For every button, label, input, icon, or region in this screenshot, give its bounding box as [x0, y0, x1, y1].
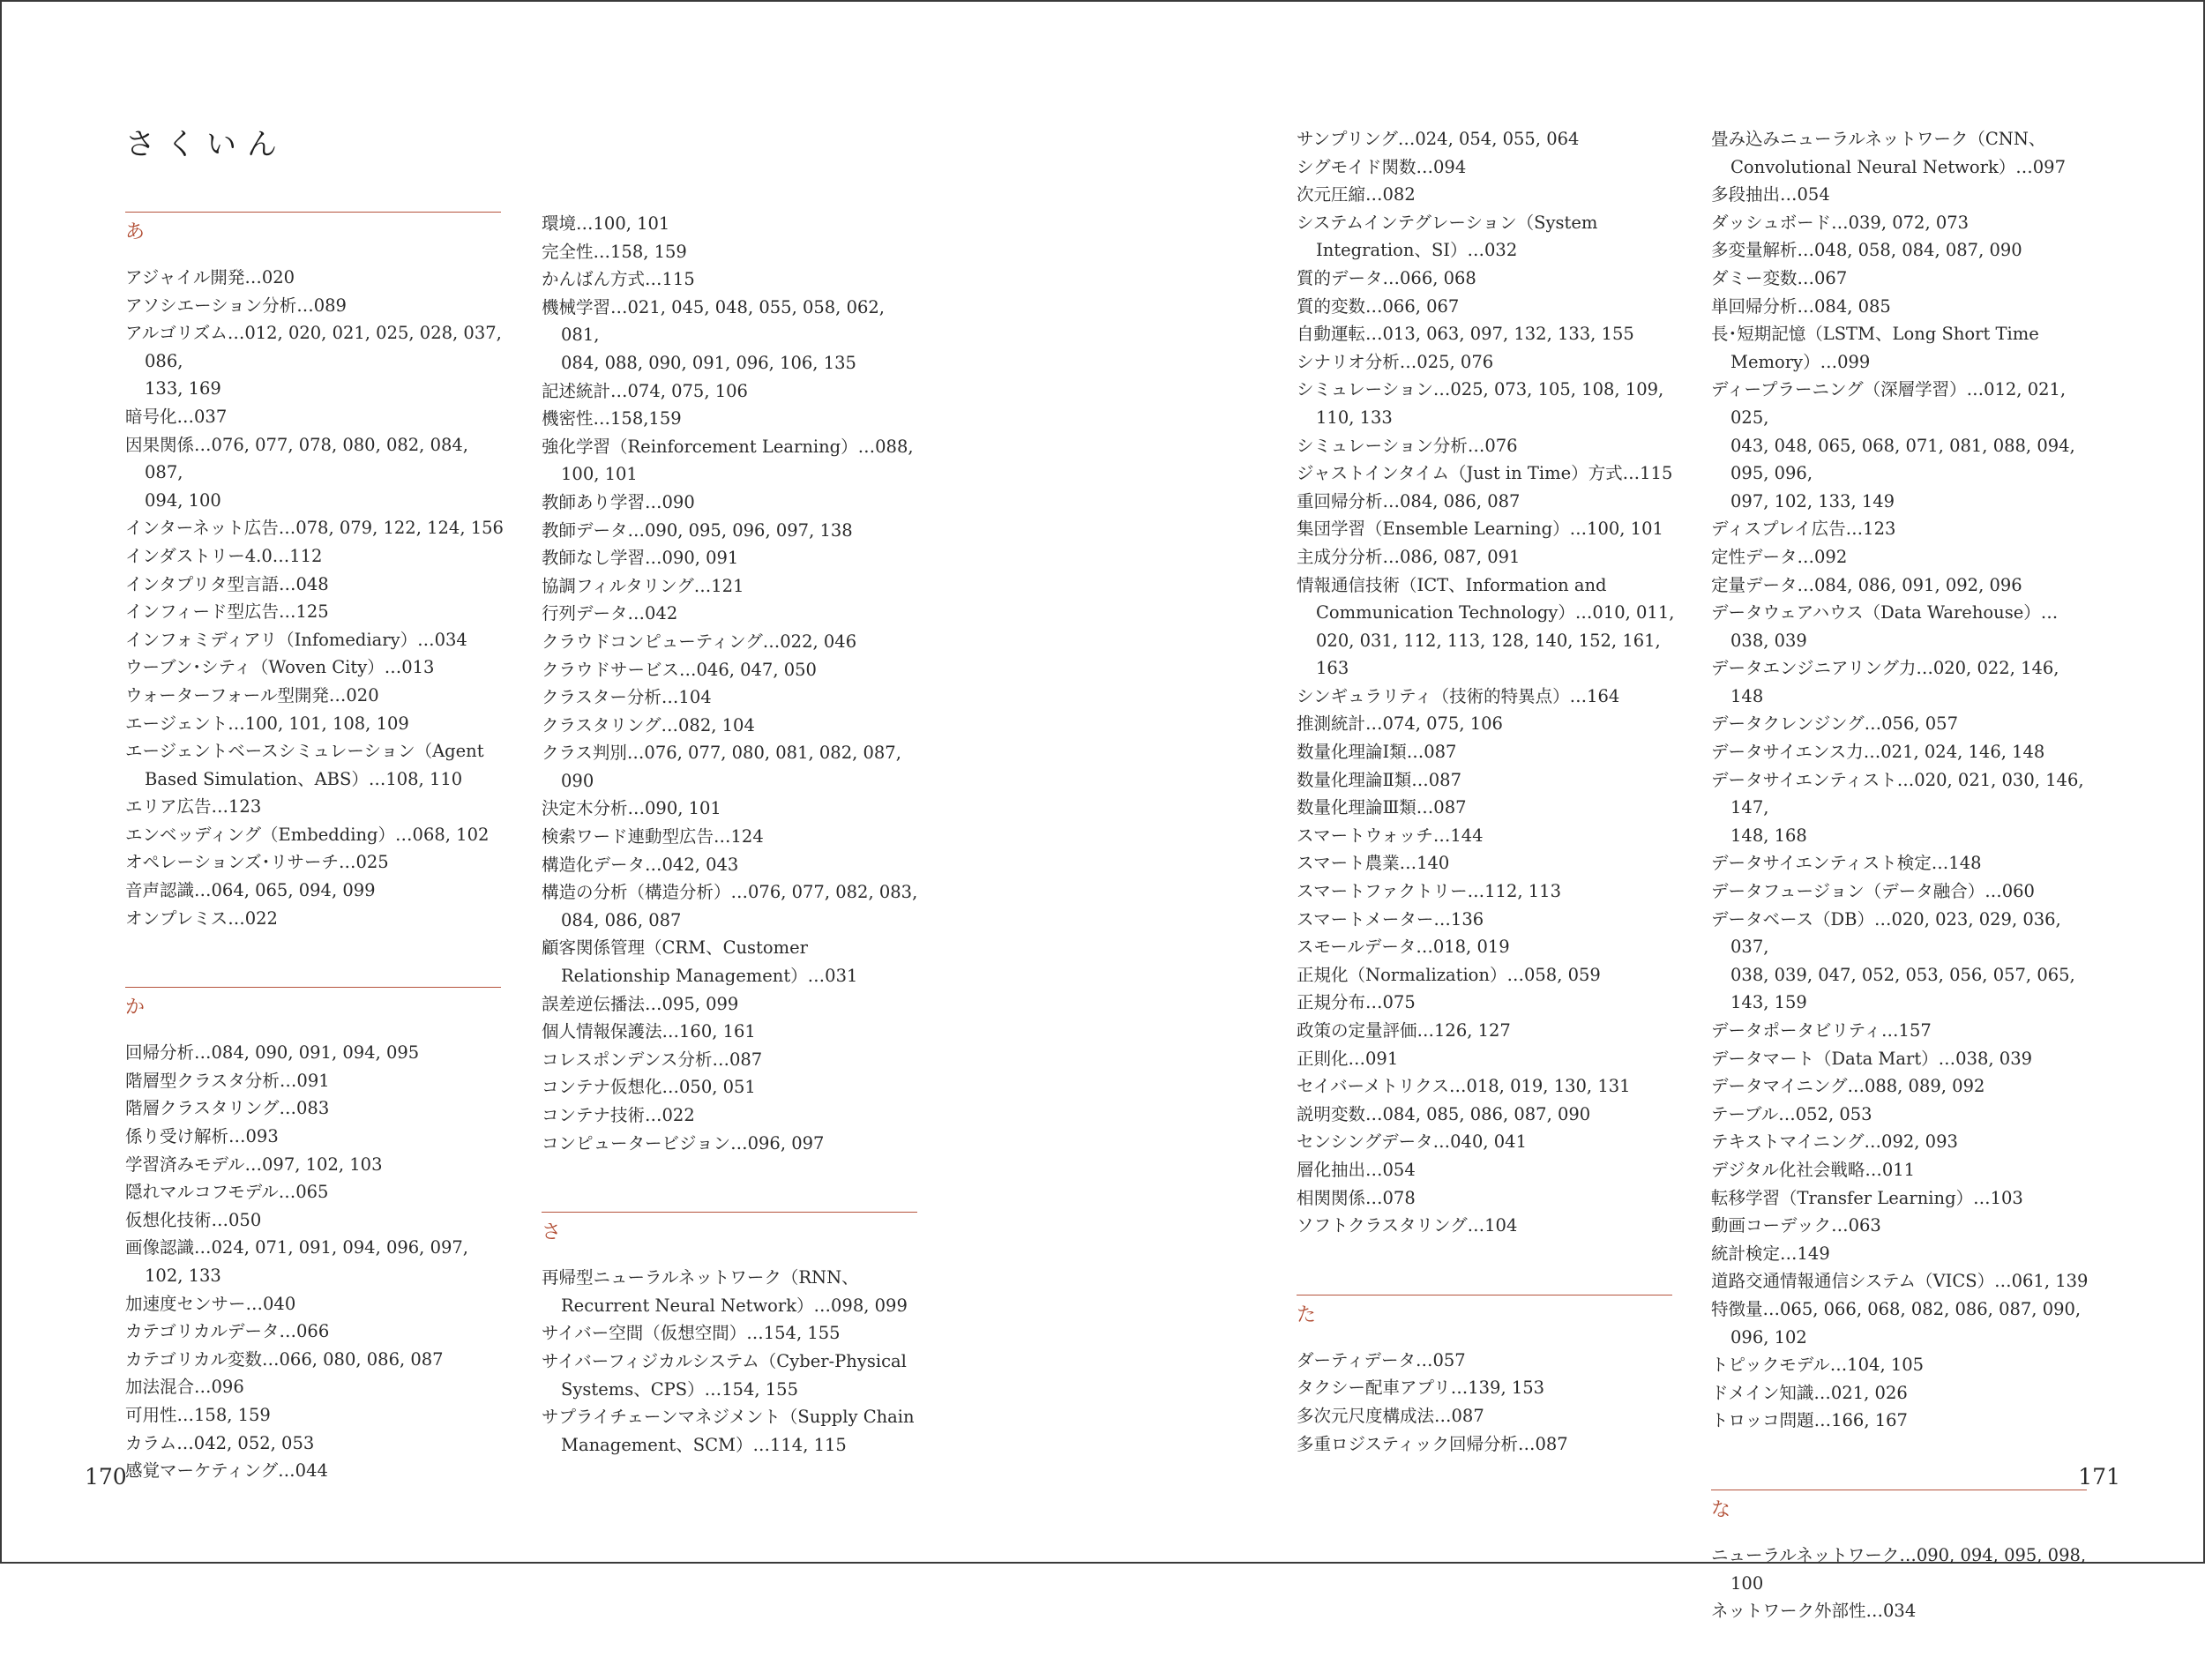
index-entry: 可用性…158, 159	[125, 1404, 271, 1425]
index-entry: シミュレーション…025, 073, 105, 108, 109, 110, 133	[1297, 379, 1664, 428]
index-entry: 再帰型ニューラルネットワーク（RNN、 Recurrent Neural Network）…098, 099	[542, 1267, 908, 1316]
index-entry: サイバー空間（仮想空間）…154, 155	[542, 1323, 841, 1344]
index-entry: ウォーターフォール型開発…020	[125, 684, 379, 706]
index-entry: 主成分分析…086, 087, 091	[1297, 546, 1521, 567]
index-entry: スマートメーター…136	[1297, 908, 1484, 930]
index-entry: スマートファクトリー…112, 113	[1297, 881, 1561, 902]
index-entry: 数量化理論Ⅲ類…087	[1297, 797, 1467, 818]
index-section	[125, 987, 505, 1485]
index-entry: 行列データ…042	[542, 603, 678, 624]
index-entry: 決定木分析…090, 101	[542, 798, 721, 819]
index-entry: 機密性…158,159	[542, 408, 682, 429]
index-entry: 教師なし学習…090, 091	[542, 548, 739, 569]
section-heading: た	[1297, 1295, 1672, 1329]
index-entry: 単回帰分析…084, 085	[1711, 295, 1891, 317]
index-section	[1711, 1490, 2090, 1625]
index-entry: 数量化理論Ⅰ類…087	[1297, 742, 1457, 763]
index-entry: 構造の分析（構造分析）…076, 077, 082, 083, 084, 086, 087	[542, 882, 918, 930]
index-entry: スマートウォッチ…144	[1297, 825, 1484, 846]
index-entry: セイバーメトリクス…018, 019, 130, 131	[1297, 1076, 1631, 1097]
index-entry: コンテナ仮想化…050, 051	[542, 1077, 756, 1098]
index-entry: トピックモデル…104, 105	[1711, 1355, 1925, 1376]
index-entry: 政策の定量評価…126, 127	[1297, 1020, 1511, 1041]
index-entry: 暗号化…037	[125, 406, 228, 427]
index-entry: 加速度センサー…040	[125, 1293, 296, 1314]
index-entry: 定性データ…092	[1711, 546, 1848, 567]
index-entry: クラスター分析…104	[542, 687, 712, 708]
index-entry: 長･短期記憶（LSTM、Long Short Time Memory）…099	[1711, 324, 2039, 372]
index-entry: 多変量解析…048, 058, 084, 087, 090	[1711, 240, 2022, 261]
index-continued-entries	[1297, 125, 1676, 1240]
index-entry: センシングデータ…040, 041	[1297, 1131, 1527, 1153]
index-entry: コンテナ技術…022	[542, 1105, 695, 1125]
index-entry: 畳み込みニューラルネットワーク（CNN、 Convolutional Neural Network）…097	[1711, 129, 2066, 177]
index-entry: 回帰分析…084, 090, 091, 094, 095	[125, 1042, 420, 1064]
index-entry: 仮想化技術…050	[125, 1209, 262, 1230]
index-entry: エンベッディング（Embedding）…068, 102	[125, 824, 490, 845]
index-entry: 次元圧縮…082	[1297, 184, 1416, 205]
index-entry: データフュージョン（データ融合）…060	[1711, 881, 2035, 902]
section-heading: か	[125, 987, 501, 1021]
index-entry: 数量化理論Ⅱ類…087	[1297, 769, 1461, 790]
index-entry: ドメイン知識…021, 026	[1711, 1382, 1908, 1403]
index-entry: 協調フィルタリング…121	[542, 575, 744, 596]
index-entry: スモールデータ…018, 019	[1297, 937, 1510, 958]
section-heading: さ	[542, 1212, 917, 1246]
index-entry: 因果関係…076, 077, 078, 080, 082, 084, 087, 094, 100	[125, 434, 469, 511]
index-entry: 教師あり学習…090	[542, 491, 695, 512]
index-entry: 顧客関係管理（CRM、Customer Relationship Management）…031	[542, 937, 858, 987]
index-entry: シミュレーション分析…076	[1297, 435, 1518, 456]
index-entry: インダストリー4.0…112	[125, 545, 323, 566]
index-entry: デジタル化社会戦略…011	[1711, 1159, 1916, 1180]
index-entry: 集団学習（Ensemble Learning）…100, 101	[1297, 519, 1663, 540]
index-entry: 特徴量…065, 066, 068, 082, 086, 087, 090, 096, 102	[1711, 1298, 2082, 1348]
index-column-2	[542, 210, 921, 1513]
index-entry: 隠れマルコフモデル…065	[125, 1182, 329, 1203]
page-number-left: 170	[85, 1464, 127, 1490]
index-entry: ウーブン･シティ（Woven City）…013	[125, 657, 435, 678]
index-entry: 階層クラスタリング…083	[125, 1098, 330, 1119]
page-number-right: 171	[2078, 1464, 2120, 1490]
index-entry: 正則化…091	[1297, 1048, 1399, 1069]
index-entry: 感覚マーケティング…044	[125, 1460, 328, 1482]
index-entry: 機械学習…021, 045, 048, 055, 058, 062, 081, 084, 088, 090, 091, 096, 106, 135	[542, 296, 886, 373]
index-entry: テキストマイニング…092, 093	[1711, 1131, 1958, 1153]
index-entry: 情報通信技術（ICT、Information and Communication Technology）…010, 011, 020, 031, 112, 113, 128, 140, 152, 161, 163	[1297, 574, 1675, 679]
index-entry: 階層型クラスタ分析…091	[125, 1070, 330, 1091]
index-entry: 重回帰分析…084, 086, 087	[1297, 490, 1521, 511]
index-entry: 多重ロジスティック回帰分析…087	[1297, 1433, 1568, 1454]
index-entry: カテゴリカルデータ…066	[125, 1321, 330, 1342]
index-entry: クラスタリング…082, 104	[542, 714, 755, 735]
index-entry: 強化学習（Reinforcement Learning）…088, 100, 101	[542, 436, 914, 485]
index-entry: クラウドサービス…046, 047, 050	[542, 659, 817, 680]
index-entry: 画像認識…024, 071, 091, 094, 096, 097, 102, 133	[125, 1237, 469, 1286]
index-entry: コレスポンデンス分析…087	[542, 1049, 763, 1070]
index-entry: ディスプレイ広告…123	[1711, 519, 1896, 540]
index-entry: カテゴリカル変数…066, 080, 086, 087	[125, 1348, 444, 1370]
index-entry: サプライチェーンマネジメント（Supply Chain Management、SCM）…114, 115	[542, 1407, 915, 1455]
index-entry: データウェアハウス（Data Warehouse）… 038, 039	[1711, 602, 2059, 651]
index-column-3	[1297, 125, 1676, 1512]
index-entry: ジャストインタイム（Just in Time）方式…115	[1297, 463, 1673, 484]
index-entry: クラス判別…076, 077, 080, 081, 082, 087, 090	[542, 743, 901, 791]
index-entry: データマート（Data Mart）…038, 039	[1711, 1048, 2033, 1069]
index-continued-entries	[1711, 125, 2090, 1435]
index-entry: 正規化（Normalization）…058, 059	[1297, 964, 1601, 985]
index-entry: サンプリング…024, 054, 055, 064	[1297, 129, 1580, 149]
index-entry: サイバーフィジカルシステム（Cyber-Physical Systems、CPS）…154, 155	[542, 1350, 907, 1400]
index-entry: ディープラーニング（深層学習）…012, 021, 025, 043, 048, 065, 068, 071, 081, 088, 094, 095, 096, 097, 102, 133, 149	[1711, 379, 2075, 511]
index-entry: データポータビリティ…157	[1711, 1020, 1932, 1041]
index-entry: スマート農業…140	[1297, 853, 1450, 874]
index-entry: オペレーションズ･リサーチ…025	[125, 852, 389, 873]
index-entry: 相関関係…078	[1297, 1187, 1416, 1208]
section-heading: な	[1711, 1490, 2087, 1524]
index-entry: インタプリタ型言語…048	[125, 573, 329, 594]
index-entry: ダーティデータ…057	[1297, 1349, 1466, 1370]
index-entry: エージェントベースシミュレーション（Agent Based Simulation、ABS）…108, 110	[125, 741, 484, 789]
index-section	[125, 212, 505, 932]
index-entry: データサイエンティスト…020, 021, 030, 146, 147, 148, 168	[1711, 769, 2084, 846]
section-heading: あ	[125, 212, 501, 246]
index-entry: シンギュラリティ（技術的特異点）…164	[1297, 685, 1620, 706]
index-entry: 完全性…158, 159	[542, 241, 687, 262]
index-entry: 層化抽出…054	[1297, 1159, 1416, 1180]
index-entry: 推測統計…074, 075, 106	[1297, 713, 1503, 735]
index-entry: アルゴリズム…012, 020, 021, 025, 028, 037, 086, 133, 169	[125, 323, 502, 399]
index-entry: 多段抽出…054	[1711, 184, 1830, 205]
index-entry: テーブル…052, 053	[1711, 1103, 1872, 1124]
index-entry: コンピュータービジョン…096, 097	[542, 1132, 825, 1154]
index-entry: エリア広告…123	[125, 796, 262, 818]
index-entry: 転移学習（Transfer Learning）…103	[1711, 1187, 2023, 1208]
index-entry: カラム…042, 052, 053	[125, 1432, 315, 1453]
index-entry: ダミー変数…067	[1711, 267, 1848, 288]
index-entry: タクシー配車アプリ…139, 153	[1297, 1378, 1545, 1399]
index-entry: 検索ワード連動型広告…124	[542, 826, 764, 847]
index-entry: シナリオ分析…025, 076	[1297, 351, 1494, 372]
index-entry: データベース（DB）…020, 023, 029, 036, 037, 038, 039, 047, 052, 053, 056, 057, 065, 143, 159	[1711, 908, 2075, 1013]
index-entry: 正規分布…075	[1297, 992, 1416, 1013]
index-entry: ダッシュボード…039, 072, 073	[1711, 212, 1970, 233]
index-entry: 道路交通情報通信システム（VICS）…061, 139	[1711, 1271, 2089, 1292]
index-entry: 統計検定…149	[1711, 1243, 1830, 1264]
index-entry: クラウドコンピューティング…022, 046	[542, 631, 857, 652]
index-entry: 説明変数…084, 085, 086, 087, 090	[1297, 1103, 1591, 1124]
index-entry: 加法混合…096	[125, 1377, 244, 1398]
index-column-1	[125, 212, 505, 1540]
index-entry: インフィード型広告…125	[125, 601, 329, 623]
index-entry: アジャイル開発…020	[125, 267, 295, 287]
index-continued-entries	[542, 210, 921, 1157]
index-entry: 質的データ…066, 068	[1297, 267, 1476, 288]
index-entry: 定量データ…084, 086, 091, 092, 096	[1711, 574, 2022, 595]
index-entry: データサイエンティスト検定…148	[1711, 853, 1982, 874]
index-entry: 学習済みモデル…097, 102, 103	[125, 1154, 383, 1175]
index-entry: システムインテグレーション（System Integration、SI）…032	[1297, 212, 1598, 261]
index-entry: ソフトクラスタリング…104	[1297, 1215, 1518, 1236]
index-entry: データエンジニアリング力…020, 022, 146, 148	[1711, 658, 2059, 706]
index-entry: 多次元尺度構成法…087	[1297, 1405, 1484, 1426]
index-entry: 動画コーデック…063	[1711, 1215, 1881, 1236]
index-entry: 誤差逆伝播法…095, 099	[542, 993, 739, 1014]
index-entry: 環境…100, 101	[542, 213, 670, 234]
index-entry: 音声認識…064, 065, 094, 099	[125, 880, 376, 901]
index-entry: 質的変数…066, 067	[1297, 295, 1460, 317]
page-title: さくいん	[125, 127, 288, 162]
index-entry: インフォミディアリ（Infomediary）…034	[125, 629, 467, 650]
index-entry: 個人情報保護法…160, 161	[542, 1021, 756, 1042]
index-entry: アソシエーション分析…089	[125, 295, 347, 316]
index-entry: ニューラルネットワーク…090, 094, 095, 098, 100	[1711, 1544, 2087, 1594]
index-entry: 記述統計…074, 075, 106	[542, 380, 748, 401]
index-entry: 係り受け解析…093	[125, 1126, 279, 1147]
index-entry: データサイエンス力…021, 024, 146, 148	[1711, 742, 2045, 763]
index-section	[1297, 1295, 1676, 1458]
index-entry: エージェント…100, 101, 108, 109	[125, 713, 409, 734]
index-entry: インターネット広告…078, 079, 122, 124, 156	[125, 518, 504, 539]
index-entry: 教師データ…090, 095, 096, 097, 138	[542, 519, 853, 541]
index-entry: データクレンジング…056, 057	[1711, 713, 1958, 735]
index-entry: データマイニング…088, 089, 092	[1711, 1076, 1985, 1097]
index-entry: 構造化データ…042, 043	[542, 854, 739, 875]
index-entry: シグモイド関数…094	[1297, 156, 1467, 177]
index-entry: 自動運転…013, 063, 097, 132, 133, 155	[1297, 324, 1634, 345]
index-entry: オンプレミス…022	[125, 907, 278, 929]
index-column-4	[1711, 125, 2090, 1680]
index-entry: ネットワーク外部性…034	[1711, 1601, 1917, 1622]
index-entry: かんばん方式…115	[542, 269, 695, 290]
index-entry: トロッコ問題…166, 167	[1711, 1410, 1908, 1431]
index-section	[542, 1212, 921, 1459]
